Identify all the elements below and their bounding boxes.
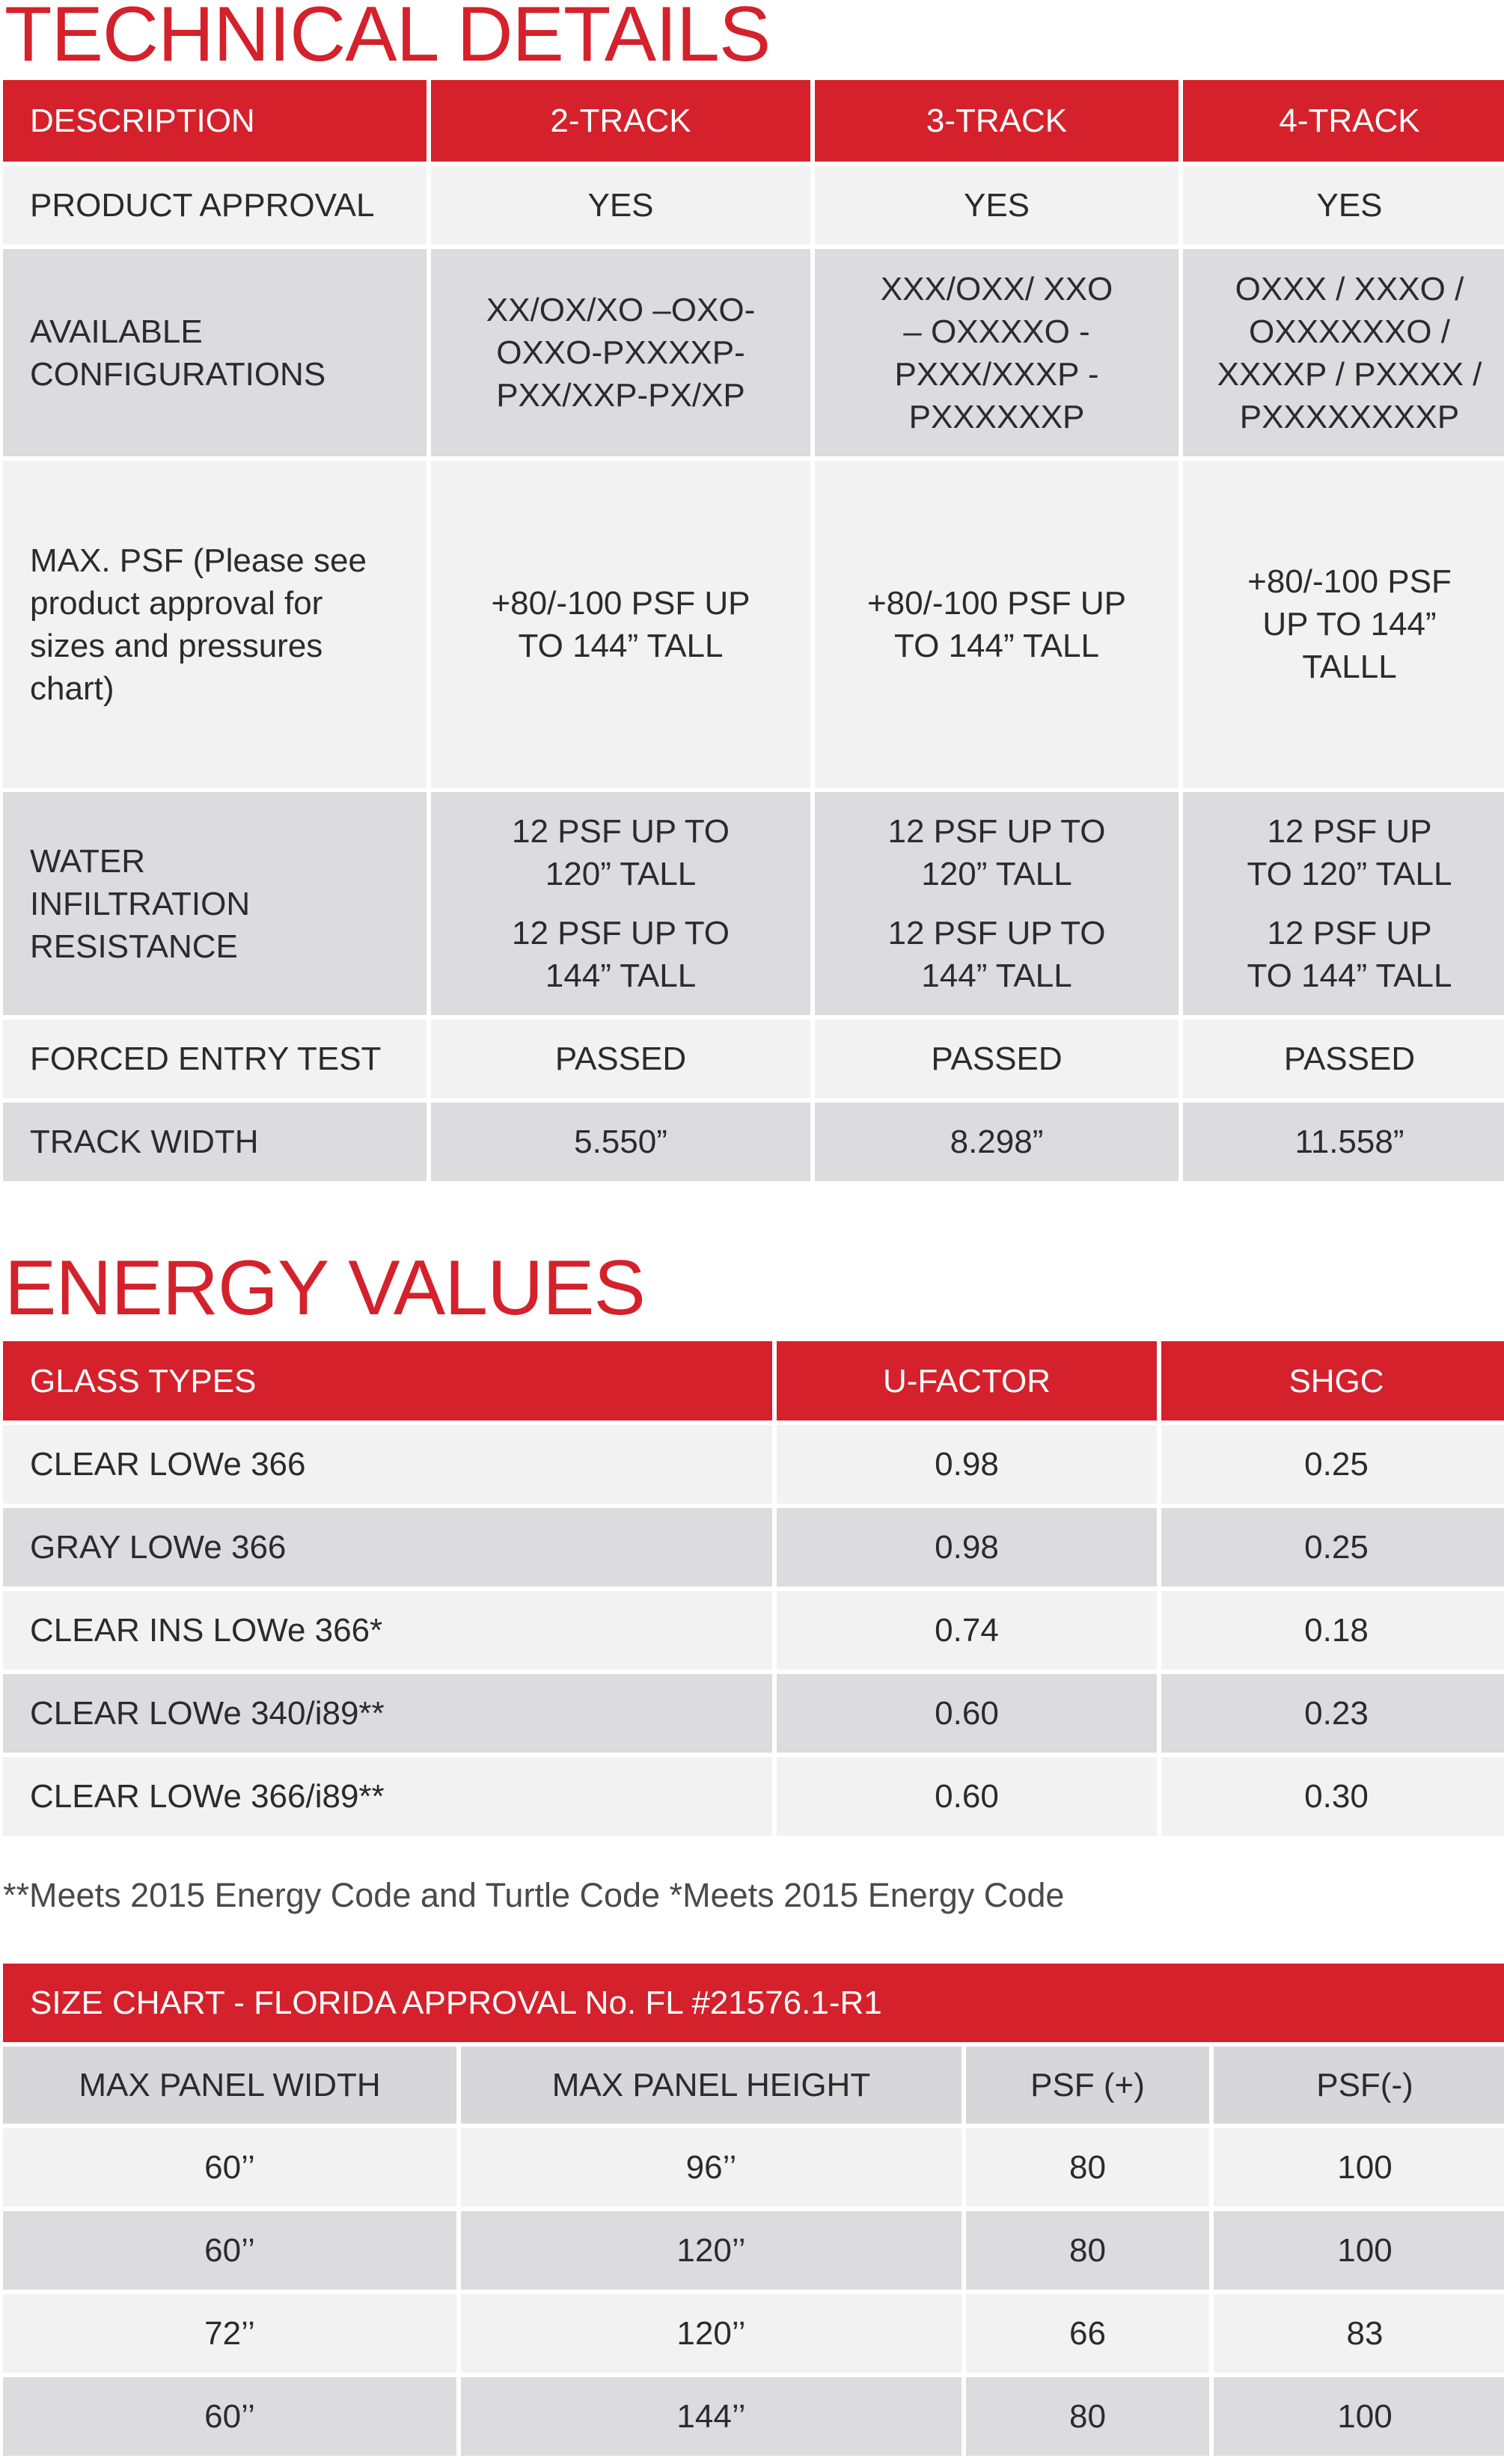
cell: OXXX / XXXO / OXXXXXXO / XXXXP / PXXXX / PXXXXXXXXP — [1183, 249, 1504, 456]
header-4-track: 4-TRACK — [1183, 80, 1504, 162]
cell — [1183, 792, 1504, 1015]
header-description: DESCRIPTION — [3, 80, 427, 162]
size-chart-table — [0, 1959, 1504, 2460]
header-psf-plus: PSF (+) — [966, 2047, 1209, 2124]
technical-details-table — [0, 76, 1504, 1186]
shgc: 0.18 — [1161, 1591, 1504, 1670]
table-row — [3, 1425, 1504, 1504]
u-factor: 0.60 — [777, 1757, 1157, 1836]
table-header-row — [3, 1964, 1504, 2042]
psf-plus: 66 — [966, 2294, 1209, 2373]
glass-type: CLEAR INS LOWe 366* — [3, 1591, 772, 1670]
size-chart-title: SIZE CHART - FLORIDA APPROVAL No. FL #21576.1-R1 — [3, 1964, 1504, 2042]
table-row — [3, 1674, 1504, 1753]
panel-width: 72’’ — [3, 2294, 456, 2373]
table-subheader-row — [3, 2047, 1504, 2124]
cell: 8.298” — [815, 1103, 1179, 1181]
u-factor: 0.60 — [777, 1674, 1157, 1753]
header-3-track: 3-TRACK — [815, 80, 1179, 162]
cell: PASSED — [431, 1020, 810, 1098]
cell: +80/-100 PSF UP TO 144” TALLL — [1183, 461, 1504, 788]
panel-width: 60’’ — [3, 2377, 456, 2456]
psf-minus: 100 — [1214, 2377, 1504, 2456]
table-row — [3, 249, 1504, 456]
panel-height: 120’’ — [461, 2211, 962, 2290]
cell: YES — [431, 166, 810, 245]
psf-minus: 100 — [1214, 2211, 1504, 2290]
header-2-track: 2-TRACK — [431, 80, 810, 162]
cell: YES — [815, 166, 1179, 245]
u-factor: 0.98 — [777, 1508, 1157, 1587]
psf-plus: 80 — [966, 2211, 1209, 2290]
shgc: 0.30 — [1161, 1757, 1504, 1836]
cell-line: 12 PSF UP TO 144” TALL — [887, 915, 1106, 994]
shgc: 0.25 — [1161, 1425, 1504, 1504]
cell-line: 12 PSF UP TO 120” TALL — [511, 813, 730, 892]
u-factor: 0.98 — [777, 1425, 1157, 1504]
energy-values-title: ENERGY VALUES — [4, 1245, 645, 1331]
panel-height: 120’’ — [461, 2294, 962, 2373]
table-row — [3, 2377, 1504, 2456]
cell: +80/-100 PSF UP TO 144” TALL — [431, 461, 810, 788]
cell — [815, 792, 1179, 1015]
cell: 5.550” — [431, 1103, 810, 1181]
table-row — [3, 1591, 1504, 1670]
cell: YES — [1183, 166, 1504, 245]
table-row — [3, 2294, 1504, 2373]
table-row — [3, 1020, 1504, 1098]
energy-footnote: **Meets 2015 Energy Code and Turtle Code *Meets 2015 Energy Code — [3, 1876, 1065, 1914]
row-label: AVAILABLE CONFIGURATIONS — [3, 249, 427, 456]
table-header-row — [3, 80, 1504, 162]
panel-width: 60’’ — [3, 2211, 456, 2290]
cell: PASSED — [815, 1020, 1179, 1098]
table-row — [3, 792, 1504, 1015]
cell: PASSED — [1183, 1020, 1504, 1098]
cell-line: 12 PSF UP TO 144” TALL — [1247, 915, 1452, 994]
cell-line: 12 PSF UP TO 120” TALL — [1247, 813, 1452, 892]
energy-values-table — [0, 1337, 1504, 1840]
table-row — [3, 2128, 1504, 2207]
glass-type: CLEAR LOWe 366 — [3, 1425, 772, 1504]
glass-type: CLEAR LOWe 366/i89** — [3, 1757, 772, 1836]
panel-height: 96’’ — [461, 2128, 962, 2207]
psf-minus: 83 — [1214, 2294, 1504, 2373]
cell — [431, 792, 810, 1015]
row-label: WATER INFILTRATION RESISTANCE — [3, 792, 427, 1015]
table-row — [3, 166, 1504, 245]
header-glass-types: GLASS TYPES — [3, 1341, 772, 1421]
header-u-factor: U-FACTOR — [777, 1341, 1157, 1421]
table-row — [3, 1757, 1504, 1836]
glass-type: GRAY LOWe 366 — [3, 1508, 772, 1587]
table-row — [3, 461, 1504, 788]
table-row — [3, 1103, 1504, 1181]
row-label: FORCED ENTRY TEST — [3, 1020, 427, 1098]
header-shgc: SHGC — [1161, 1341, 1504, 1421]
cell-line: 12 PSF UP TO 120” TALL — [887, 813, 1106, 892]
shgc: 0.25 — [1161, 1508, 1504, 1587]
shgc: 0.23 — [1161, 1674, 1504, 1753]
cell-line: 12 PSF UP TO 144” TALL — [511, 915, 730, 994]
glass-type: CLEAR LOWe 340/i89** — [3, 1674, 772, 1753]
header-max-panel-height: MAX PANEL HEIGHT — [461, 2047, 962, 2124]
psf-plus: 80 — [966, 2377, 1209, 2456]
table-row — [3, 1508, 1504, 1587]
cell: XX/OX/XO –OXO-OXXO-PXXXXP-PXX/XXP-PX/XP — [431, 249, 810, 456]
row-label: MAX. PSF (Please see product approval for sizes and pressures chart) — [3, 461, 427, 788]
psf-minus: 100 — [1214, 2128, 1504, 2207]
panel-width: 60’’ — [3, 2128, 456, 2207]
table-header-row — [3, 1341, 1504, 1421]
row-label: TRACK WIDTH — [3, 1103, 427, 1181]
cell: 11.558” — [1183, 1103, 1504, 1181]
panel-height: 144’’ — [461, 2377, 962, 2456]
u-factor: 0.74 — [777, 1591, 1157, 1670]
header-psf-minus: PSF(-) — [1214, 2047, 1504, 2124]
cell: XXX/OXX/ XXO – OXXXXO -PXXX/XXXP - PXXXXXXP — [815, 249, 1179, 456]
header-max-panel-width: MAX PANEL WIDTH — [3, 2047, 456, 2124]
psf-plus: 80 — [966, 2128, 1209, 2207]
row-label: PRODUCT APPROVAL — [3, 166, 427, 245]
table-row — [3, 2211, 1504, 2290]
cell: +80/-100 PSF UP TO 144” TALL — [815, 461, 1179, 788]
technical-details-title: TECHNICAL DETAILS — [4, 0, 771, 78]
